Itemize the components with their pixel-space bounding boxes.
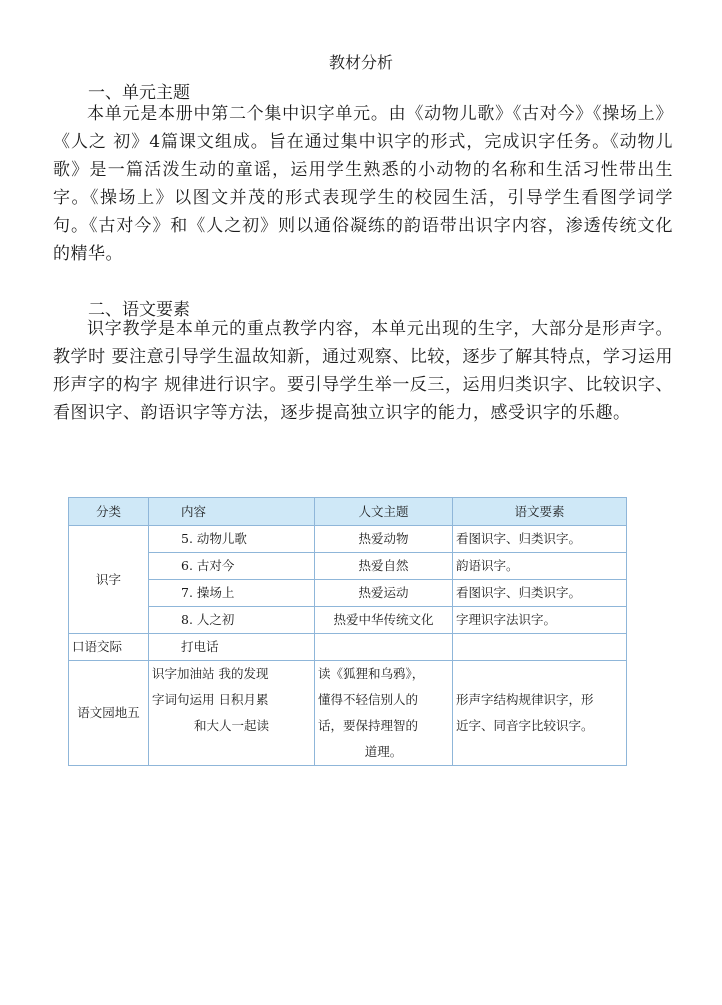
unit-overview-table bbox=[68, 497, 627, 766]
element-cell: 看图识字、归类识字。 bbox=[453, 526, 627, 553]
content-line: 和大人一起读 bbox=[193, 718, 269, 733]
element-cell: 看图识字、归类识字。 bbox=[453, 580, 627, 607]
category-cell-garden: 语文园地五 bbox=[69, 661, 149, 766]
table-row bbox=[69, 553, 627, 580]
document-title: 教材分析 bbox=[328, 53, 393, 72]
category-cell-oral: 口语交际 bbox=[69, 634, 149, 661]
theme-cell: 热爱动物 bbox=[315, 526, 453, 553]
theme-line: 读《狐狸和乌鸦》， bbox=[318, 666, 425, 681]
element-cell: 字理识字法识字。 bbox=[453, 607, 627, 634]
theme-cell: 热爱运动 bbox=[315, 580, 453, 607]
section-heading-language-elements: 二、语文要素 bbox=[88, 300, 190, 320]
table-row bbox=[69, 634, 627, 661]
content-cell: 7. 操场上 bbox=[149, 580, 315, 607]
theme-cell bbox=[315, 634, 453, 661]
table-row bbox=[69, 580, 627, 607]
header-content: 内容 bbox=[149, 498, 315, 526]
content-cell bbox=[149, 661, 315, 766]
content-cell: 打电话 bbox=[149, 634, 315, 661]
theme-line: 道理。 bbox=[364, 744, 403, 759]
element-line: 近字、同音字比较识字。 bbox=[456, 718, 594, 733]
table-row bbox=[69, 607, 627, 634]
unit-theme-paragraph: 本单元是本册中第二个集中识字单元。由《动物儿歌》《古对今》《操场上》《人之 初》4篇课文组成。旨在通过集中识字的形式，完成识字任务。《动物儿歌》是一篇活泼生动的童谣，运用学生熟悉的小动物的名称和生活习性带出生字。《操场上》以图文并茂的形式表现学生的校园生活，引导学生看图学词学句。《古对今》和《人之初》则以通俗凝练的韵语带出识字内容，渗透传统文化的精华。 bbox=[53, 104, 673, 264]
content-cell: 5. 动物儿歌 bbox=[149, 526, 315, 553]
theme-cell bbox=[315, 661, 453, 766]
header-category: 分类 bbox=[69, 498, 149, 526]
table-header-row bbox=[69, 498, 627, 526]
content-cell: 8. 人之初 bbox=[149, 607, 315, 634]
section-heading-unit-theme: 一、单元主题 bbox=[88, 83, 190, 103]
theme-line: 话，要保持理智的 bbox=[318, 718, 419, 733]
content-line: 字词句运用 日积月累 bbox=[152, 692, 269, 707]
content-line: 识字加油站 我的发现 bbox=[152, 666, 269, 681]
theme-cell: 热爱自然 bbox=[315, 553, 453, 580]
header-language-element: 语文要素 bbox=[453, 498, 627, 526]
theme-line: 懂得不轻信别人的 bbox=[318, 692, 419, 707]
table-row bbox=[69, 661, 627, 766]
table-row bbox=[69, 526, 627, 553]
element-cell: 韵语识字。 bbox=[453, 553, 627, 580]
language-elements-paragraph: 识字教学是本单元的重点教学内容，本单元出现的生字，大部分是形声字。教学时 要注意引导学生温故知新，通过观察、比较，逐步了解其特点，学习运用形声字的构字 规律进行识字。要引导学生举一反三，运用归类识字、比较识字、看图识字、韵语识字等方法，逐步提高独立识字的能力，感受识字的乐趣。 bbox=[53, 319, 673, 423]
header-humanistic-theme: 人文主题 bbox=[315, 498, 453, 526]
element-cell bbox=[453, 661, 627, 766]
content-cell: 6. 古对今 bbox=[149, 553, 315, 580]
element-line: 形声字结构规律识字，形 bbox=[456, 692, 594, 707]
element-cell bbox=[453, 634, 627, 661]
category-cell-shizi: 识字 bbox=[69, 526, 149, 634]
theme-cell: 热爱中华传统文化 bbox=[315, 607, 453, 634]
